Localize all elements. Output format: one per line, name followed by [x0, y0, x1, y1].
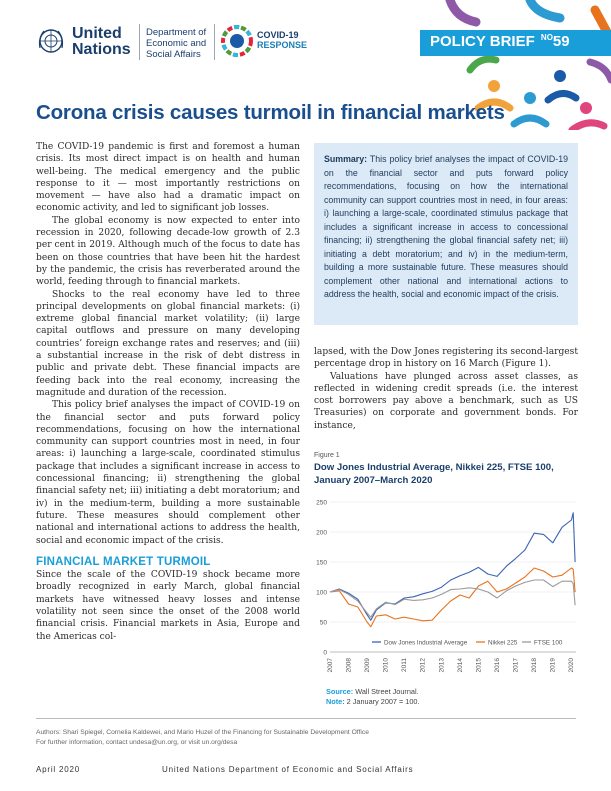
x-tick-label: 2015: [475, 658, 483, 673]
source-text: Wall Street Journal.: [353, 687, 419, 696]
line-chart: [310, 494, 586, 682]
header-divider: [214, 24, 215, 60]
y-tick-label: 50: [319, 619, 327, 627]
brief-number: 59: [552, 33, 570, 50]
desa-line3: Social Affairs: [146, 49, 201, 60]
figure-source: [326, 687, 420, 707]
x-tick-label: 2010: [382, 658, 390, 673]
figure-label: Figure 1: [314, 452, 340, 459]
y-tick-label: 0: [323, 649, 327, 657]
x-tick-label: 2017: [512, 658, 520, 673]
contact-line: For further information, contact undesa@un.org, or visit un.org/desa: [36, 739, 238, 746]
summary-box: [314, 143, 578, 325]
y-tick-label: 100: [316, 589, 327, 597]
x-tick-label: 2018: [531, 658, 539, 673]
left-column: [36, 141, 300, 643]
x-tick-label: 2009: [363, 658, 371, 673]
note-text: 2 January 2007 = 100.: [344, 697, 420, 706]
desa-line2: Economic and: [146, 38, 207, 49]
x-tick-label: 2014: [456, 658, 464, 673]
x-tick-label: 2020: [568, 658, 576, 673]
paragraph: The global economy is now expected to enter into recession in 2020, following decade-low growth of 2.3 per cent in 2019. Although much of the focus to date has been on those countries that have been hit the hardest by the pandemic, the crisis has reverberated around the world, feeding through to financial markets.: [36, 215, 300, 288]
legend-label: Nikkei 225: [488, 639, 518, 647]
right-column: [314, 346, 578, 432]
note-label: Note:: [326, 697, 345, 706]
covid-response-wordmark: [257, 30, 307, 50]
x-tick-label: 2011: [401, 658, 409, 672]
authors-line: Authors: Shari Spiegel, Cornelia Kaldewei, and Mario Huzel of the Financing for Sustainable Development Office: [36, 729, 369, 736]
policy-brief-label: [430, 33, 570, 50]
header-divider: [139, 24, 140, 60]
y-tick-label: 200: [316, 529, 327, 537]
covid-line1: COVID-19: [257, 30, 299, 40]
source-label: Source:: [326, 687, 354, 696]
y-tick-label: 250: [316, 499, 327, 507]
desa-line1: Department of: [146, 27, 207, 38]
brief-no-label: NO: [540, 33, 553, 42]
page-title: Corona crisis causes turmoil in financial markets: [36, 101, 505, 124]
summary-text: This policy brief analyses the impact of COVID-19 on the financial sector and puts forward policy recommendations, focusing on how the international community can support countries most in need, in four areas: i) launching a large-scale, coordinated stimulus package that includes a significant increase in access to concessional financing; ii) strengthening the global financial safety net; iii) initiating a debt moratorium; and iv) in the medium-term, building a more sustainable future. These measures should complement other national and international actions to address the health, social and economic impact of the crisis.: [324, 154, 568, 299]
section-heading: FINANCIAL MARKET TURMOIL: [36, 555, 211, 568]
paragraph: lapsed, with the Dow Jones registering its second-largest percentage drop in history on 16 March (Figure 1).: [314, 347, 578, 370]
legend-label: FTSE 100: [534, 639, 563, 647]
un-emblem-icon: [36, 26, 66, 56]
series-line: [330, 580, 575, 617]
paragraph: Shocks to the real economy have led to three principal developments on global financial markets: (i) extreme global financial market volatility; (ii) large capital outflows and pressure on many developing countries’ foreign exchange rates and reserves; and (iii) a substantial increase in the risk of debt distress in public and private debt. These financial impacts are feeding back into the real economy, increasing the magnitude and duration of the recession.: [36, 289, 300, 398]
footer-org: United Nations Department of Economic and Social Affairs: [162, 765, 414, 774]
series-line: [330, 568, 575, 627]
summary-label: Summary:: [324, 154, 368, 164]
covid-response-wheel-icon: [220, 24, 254, 58]
x-tick-label: 2008: [345, 658, 353, 673]
covid-line2: RESPONSE: [257, 40, 308, 50]
series-line: [330, 513, 575, 620]
paragraph: Valuations have plunged across asset classes, as reflected in widening credit spreads (i.e. the interest cost borrowers pay above a benchmark, such as US Treasuries) on corporate and government bonds. For instance,: [314, 371, 578, 431]
paragraph: This policy brief analyses the impact of COVID-19 on the financial sector and puts forward policy recommendations, focusing on how the international community can support countries most in need, in four areas: i) launching a large-scale, coordinated stimulus package that includes a significant increase in access to concessional financing; ii) strengthening the global financial safety net; iii) initiating a debt moratorium; and iv) in the medium-term, building a more sustainable future. These measures should complement other national and international actions to address the health, social and economic impact of the crisis.: [36, 400, 300, 546]
policy-brief-text: POLICY BRIEF: [430, 33, 535, 50]
x-tick-label: 2019: [549, 658, 557, 673]
x-tick-label: 2013: [438, 658, 446, 673]
desa-wordmark: [146, 27, 206, 60]
authors-block: [36, 718, 576, 748]
figure-title: Dow Jones Industrial Average, Nikkei 225, FTSE 100, January 2007–March 2020: [314, 462, 554, 486]
y-tick-label: 150: [316, 559, 327, 567]
legend-label: Dow Jones Industrial Average: [384, 639, 468, 647]
paragraph: Since the scale of the COVID-19 shock became more broadly recognized in early March, global financial markets have witnessed heavy losses and intense volatility not seen since the onset of the 2008 world financial crisis. Financial markets in Asia, Europe and the Americas col-: [36, 570, 300, 642]
paragraph: The COVID-19 pandemic is first and foremost a human crisis. Its most direct impact is on health and human well-being. The medical emergency and the public response to it — most importantly restrictions on movement — have also had a dramatic impact on economic activity, and led to significant job losses.: [36, 142, 300, 214]
un-name-line1: United: [72, 25, 122, 42]
footer-date: April 2020: [36, 765, 81, 774]
un-name-line2: Nations: [72, 41, 131, 58]
x-tick-label: 2007: [326, 658, 334, 673]
x-tick-label: 2016: [493, 658, 501, 673]
x-tick-label: 2012: [419, 658, 427, 673]
un-wordmark: [72, 26, 131, 58]
